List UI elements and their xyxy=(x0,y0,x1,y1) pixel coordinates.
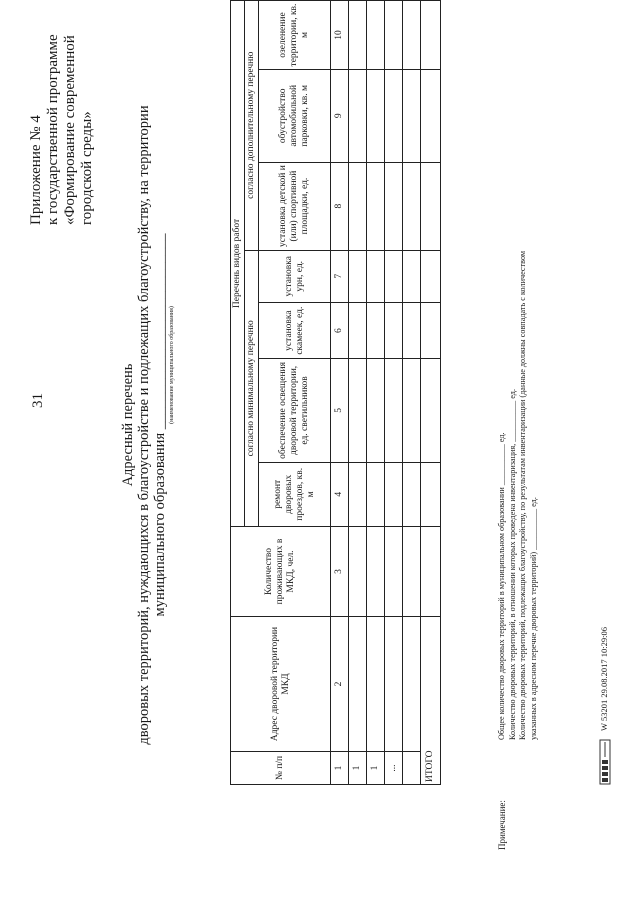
col-number: 2 xyxy=(331,617,349,752)
note-label: Примечание: xyxy=(497,800,507,850)
header-col5: обеспечение освещения дворовой территории, ед. светильников xyxy=(259,359,331,462)
row-number: 1 xyxy=(367,752,385,785)
col-number: 9 xyxy=(331,70,349,163)
header-min-list: согласно минимальному перечню xyxy=(245,250,259,526)
appendix-line2: к государственной программе xyxy=(45,34,61,225)
col-number: 8 xyxy=(331,162,349,250)
header-residents: Количество проживающих в МКД, чел. xyxy=(231,527,331,617)
page-number: 31 xyxy=(30,393,46,408)
col-number: 1 xyxy=(331,752,349,785)
appendix-block xyxy=(28,25,96,225)
header-address: Адрес дворовой территории МКД xyxy=(231,617,331,752)
appendix-line3: «Формирование современной xyxy=(62,35,78,225)
header-col10: озеленение территории, кв. м xyxy=(259,1,331,70)
title-line3: муниципального образования ___________________________ xyxy=(152,233,168,617)
note-line1: Общее количество дворовых территорий в муниципальном образовании __________ ед. xyxy=(497,432,506,740)
col-number: 10 xyxy=(331,1,349,70)
total-label: ИТОГО xyxy=(421,617,441,785)
table-row xyxy=(385,1,403,785)
table-row xyxy=(349,1,367,785)
header-col4: ремонт дворовых проездов, кв. м xyxy=(259,462,331,526)
header-col7: установка урн, ед. xyxy=(259,250,331,303)
header-extra-list: согласно дополнительному перечню xyxy=(245,1,259,251)
table-row xyxy=(367,1,385,785)
header-col9: обустройство автомобильной парковки, кв. м xyxy=(259,70,331,163)
header-col8: установка детской и (или) спортивной площадки, ед. xyxy=(259,162,331,250)
stamp-text: W 53201 29.08.2017 10:29:06 xyxy=(598,627,609,732)
title-line1: Адресный перечень xyxy=(120,363,136,487)
row-number: 1 xyxy=(349,752,367,785)
appendix-line4: городской среды» xyxy=(79,111,95,225)
row-number: ... xyxy=(385,752,403,785)
col-number: 7 xyxy=(331,250,349,303)
header-col6: установка скамеек, ед. xyxy=(259,303,331,359)
col-number: 3 xyxy=(331,527,349,617)
stamp-block xyxy=(597,395,613,785)
document-title xyxy=(120,75,176,775)
header-works: Перечень видов работ xyxy=(231,1,245,527)
row-number xyxy=(403,752,421,785)
table-row xyxy=(403,1,421,785)
col-number: 4 xyxy=(331,462,349,526)
total-row xyxy=(421,1,441,785)
note-block xyxy=(497,0,539,850)
col-number: 6 xyxy=(331,303,349,359)
address-list-table xyxy=(230,0,441,785)
col-number: 5 xyxy=(331,359,349,462)
note-line3: Количество дворовых территорий, подлежащих благоустройству, по результатам инвентаризации (данные должны совпадать с количеством xyxy=(518,250,527,740)
header-num: № п/п xyxy=(231,752,331,785)
note-line4: указанных в адресном перечне дворовых территорий) __________ ед. xyxy=(528,497,538,740)
title-line2: дворовых территорий, нуждающихся в благоустройстве и подлежащих благоустройству, на территории xyxy=(136,105,152,745)
consultant-logo-icon xyxy=(597,739,613,785)
title-caption: (наименование муниципального образования) xyxy=(169,306,175,424)
note-line2: Количество дворовых территорий, в отношении которых проведена инвентаризация, __________ ед. xyxy=(507,389,517,740)
appendix-line1: Приложение № 4 xyxy=(28,115,44,225)
